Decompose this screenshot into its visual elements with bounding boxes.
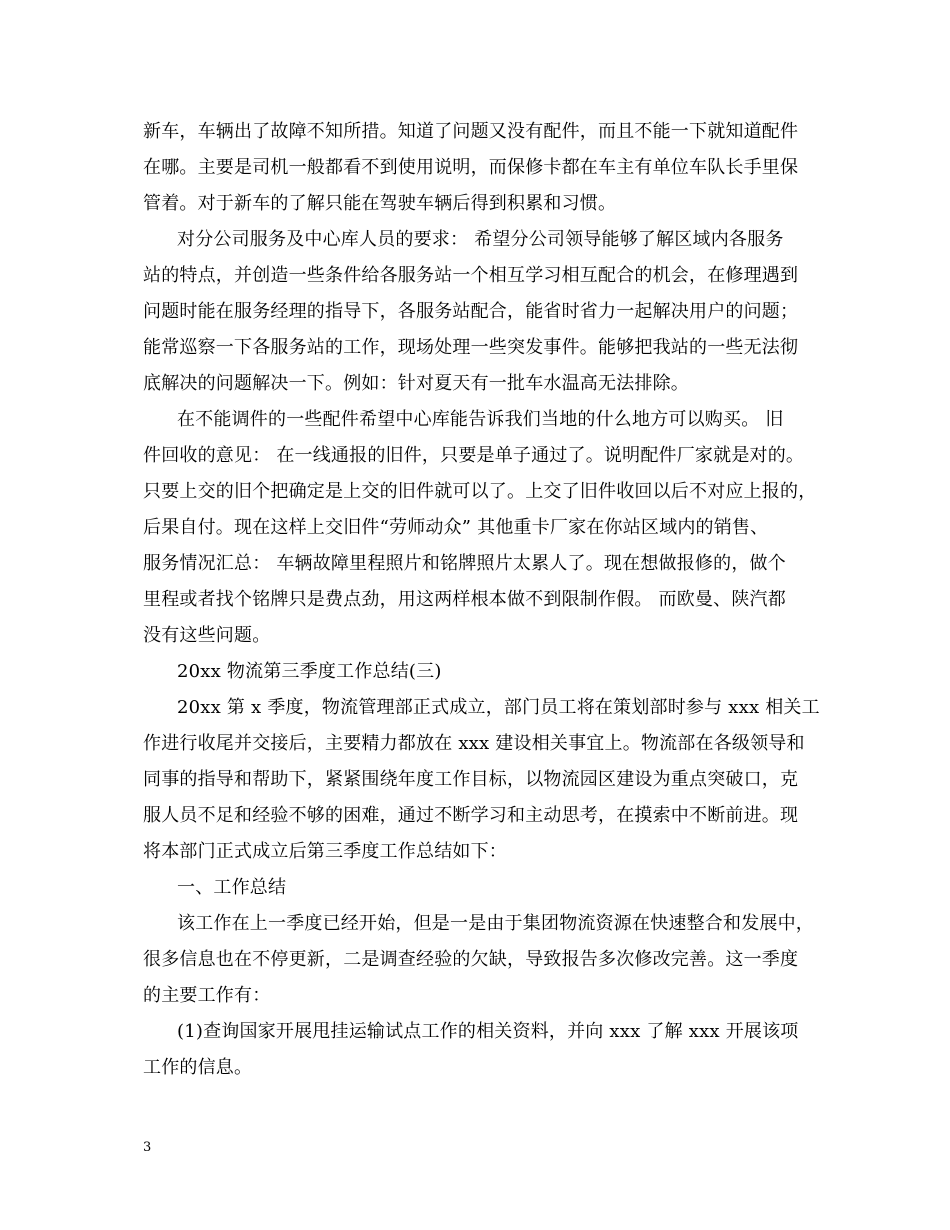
text-line: 服务情况汇总： 车辆故障里程照片和铭牌照片太累人了。现在想做报修的，做个 bbox=[143, 553, 786, 574]
text-line: 站的特点，并创造一些条件给各服务站一个相互学习相互配合的机会，在修理遇到 bbox=[143, 265, 799, 286]
text-line: 的主要工作有： bbox=[143, 985, 271, 1006]
text-line: 将本部门正式成立后第三季度工作总结如下： bbox=[143, 841, 507, 862]
text-line: 该工作在上一季度已经开始，但是一是由于集团物流资源在快速整合和发展中， bbox=[177, 913, 814, 934]
text-line: 同事的指导和帮助下，紧紧围绕年度工作目标，以物流园区建设为重点突破口，克 bbox=[143, 769, 799, 790]
text-line: 后果自付。现在这样上交旧件“劳师动众” 其他重卡厂家在你站区域内的销售、 bbox=[143, 517, 769, 538]
text-line: 能常巡察一下各服务站的工作，现场处理一些突发事件。能够把我站的一些无法彻 bbox=[143, 337, 799, 358]
text-line: 20xx 第 x 季度，物流管理部正式成立，部门员工将在策划部时参与 xxx 相关工 bbox=[177, 697, 820, 718]
list-item: (1)查询国家开展甩挂运输试点工作的相关资料，并向 xxx 了解 xxx 开展该项 bbox=[177, 1021, 799, 1042]
text-line: 新车，车辆出了故障不知所措。知道了问题又没有配件，而且不能一下就知道配件 bbox=[143, 121, 799, 142]
text-line: 工作的信息。 bbox=[143, 1057, 253, 1078]
text-line: 管着。对于新车的了解只能在驾驶车辆后得到积累和习惯。 bbox=[143, 193, 617, 214]
text-line: 问题时能在服务经理的指导下，各服务站配合，能省时省力一起解决用户的问题； bbox=[143, 301, 799, 322]
text-line: 在不能调件的一些配件希望中心库能告诉我们当地的什么地方可以购买。 旧 bbox=[177, 409, 784, 430]
text-line: 作进行收尾并交接后，主要精力都放在 xxx 建设相关事宜上。物流部在各级领导和 bbox=[143, 733, 805, 754]
text-line: 没有这些问题。 bbox=[143, 625, 271, 646]
page-number: 3 bbox=[143, 1140, 152, 1155]
text-line: 里程或者找个铭牌只是费点劲，用这两样根本做不到限制作假。 而欧曼、陕汽都 bbox=[143, 589, 786, 610]
text-line: 只要上交的旧个把确定是上交的旧件就可以了。上交了旧件收回以后不对应上报的， bbox=[143, 481, 817, 502]
text-line: 底解决的问题解决一下。例如：针对夏天有一批车水温高无法排除。 bbox=[143, 373, 689, 394]
text-line: 服人员不足和经验不够的困难，通过不断学习和主动思考，在摸索中不断前进。现 bbox=[143, 805, 799, 826]
text-line: 件回收的意见： 在一线通报的旧件，只要是单子通过了。说明配件厂家就是对的。 bbox=[143, 445, 805, 466]
text-line: 对分公司服务及中心库人员的要求： 希望分公司领导能够了解区域内各服务 bbox=[177, 229, 784, 250]
section-heading: 20xx 物流第三季度工作总结(三) bbox=[177, 661, 442, 682]
text-line: 在哪。主要是司机一般都看不到使用说明，而保修卡都在车主有单位车队长手里保 bbox=[143, 157, 799, 178]
section-heading: 一、工作总结 bbox=[177, 877, 287, 898]
text-line: 很多信息也在不停更新，二是调查经验的欠缺，导致报告多次修改完善。这一季度 bbox=[143, 949, 799, 970]
